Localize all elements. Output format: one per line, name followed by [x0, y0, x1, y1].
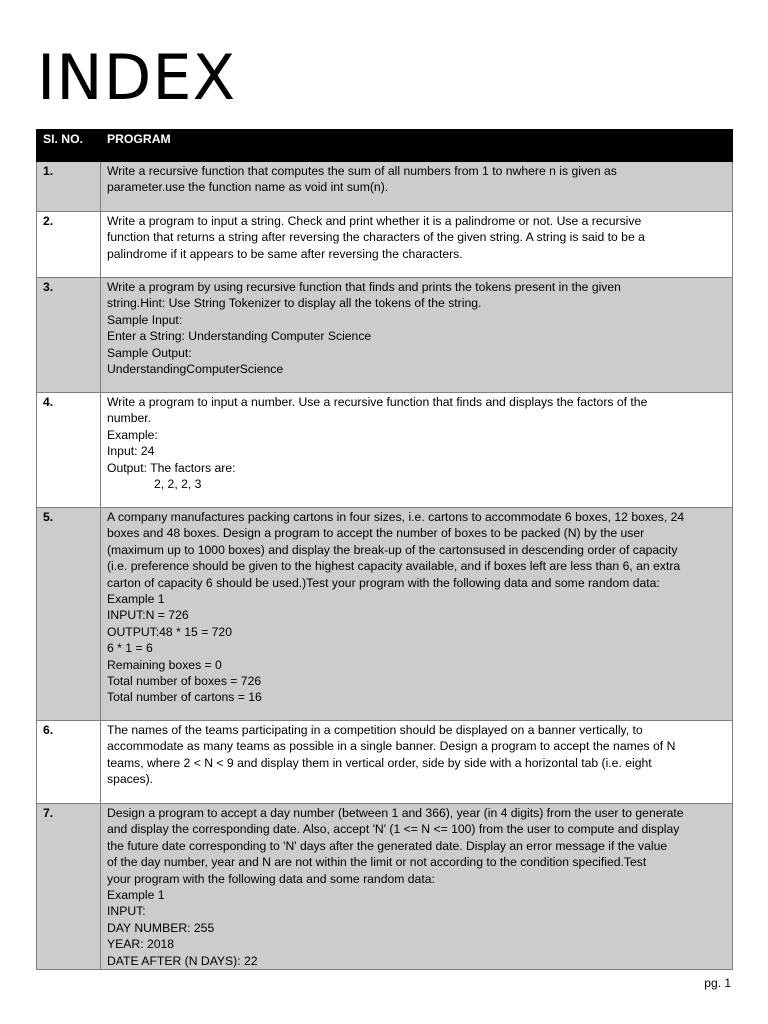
text-line: Output: The factors are: — [107, 460, 236, 475]
table-row — [37, 162, 733, 212]
text-line: Write a program by using recursive function that finds and prints the tokens present in the given — [107, 280, 621, 294]
text-line: 2, 2, 2, 3 — [154, 477, 202, 492]
text-line: (i.e. preference should be given to the highest capacity available, and if boxes left are less than 6, an extra — [107, 559, 681, 574]
text-line: 6 * 1 = 6 — [107, 641, 153, 656]
text-line: Remaining boxes = 0 — [107, 657, 222, 672]
serial-number: 5. — [37, 508, 101, 721]
text-line: teams, where 2 < N < 9 and display them in vertical order, side by side with a horizontal tab (i.e. eight — [107, 755, 652, 770]
text-line: and display the corresponding date. Also, accept 'N' (1 <= N <= 100) from the user to compute and display — [107, 822, 680, 837]
table-row — [37, 393, 733, 508]
text-line: Input: 24 — [107, 444, 155, 459]
text-line: Total number of boxes = 726 — [107, 674, 262, 689]
table-row — [37, 804, 733, 970]
text-line: The names of the teams participating in a competition should be displayed on a banner vertically, to — [107, 723, 643, 737]
program-description — [101, 393, 733, 508]
text-line: UnderstandingComputerScience — [107, 362, 284, 377]
text-line: A company manufactures packing cartons in four sizes, i.e. cartons to accommodate 6 boxes, 12 boxes, 24 — [107, 510, 685, 524]
program-description — [101, 278, 733, 393]
program-description — [101, 212, 733, 278]
text-line: Sample Input: — [107, 312, 183, 327]
text-line: YEAR: 2018 — [107, 937, 175, 952]
serial-number: 4. — [37, 393, 101, 508]
page-number: pg. 1 — [704, 976, 731, 990]
index-table — [36, 129, 733, 970]
text-line: INPUT:N = 726 — [107, 608, 189, 623]
text-line: Example: — [107, 427, 158, 442]
column-header-serial-no: SI. NO. — [37, 130, 101, 162]
serial-number: 3. — [37, 278, 101, 393]
text-line: Write a program to input a number. Use a recursive function that finds and displays the factors of the — [107, 395, 648, 409]
table-row — [37, 508, 733, 721]
program-description — [101, 721, 733, 804]
text-line: Write a recursive function that computes the sum of all numbers from 1 to nwhere n is given as — [107, 164, 617, 178]
text-line: parameter.use the function name as void int sum(n). — [107, 180, 389, 195]
text-line: Example 1 — [107, 888, 165, 903]
text-line: Write a program to input a string. Check and print whether it is a palindrome or not. Use a recursive — [107, 214, 642, 228]
text-line: the future date corresponding to 'N' days after the generated date. Display an error message if the value — [107, 838, 668, 853]
text-line: number. — [107, 411, 152, 426]
text-line: Enter a String: Understanding Computer Science — [107, 329, 372, 344]
serial-number: 7. — [37, 804, 101, 970]
text-line: (maximum up to 1000 boxes) and display the break-up of the cartonsused in descending order of capacity — [107, 542, 678, 557]
program-description — [101, 162, 733, 212]
text-line: spaces). — [107, 772, 154, 787]
column-header-program: PROGRAM — [101, 130, 733, 162]
text-line: Total number of cartons = 16 — [107, 690, 262, 705]
page-title: INDEX — [37, 41, 237, 114]
text-line: INPUT: — [107, 904, 146, 919]
text-line: boxes and 48 boxes. Design a program to accept the number of boxes to be packed (N) by the user — [107, 526, 645, 541]
table-row — [37, 721, 733, 804]
text-line: palindrome if it appears to be same after reversing the characters. — [107, 246, 463, 261]
text-line: accommodate as many teams as possible in a single banner. Design a program to accept the names of N — [107, 739, 676, 754]
program-description — [101, 804, 733, 970]
table-row — [37, 212, 733, 278]
text-line: Design a program to accept a day number (between 1 and 366), year (in 4 digits) from the user to generate — [107, 806, 684, 820]
text-line: Example 1 — [107, 592, 165, 607]
serial-number: 1. — [37, 162, 101, 212]
text-line: function that returns a string after reversing the characters of the given string. A string is said to be a — [107, 230, 645, 245]
serial-number: 6. — [37, 721, 101, 804]
program-description — [101, 508, 733, 721]
text-line: DATE AFTER (N DAYS): 22 — [107, 953, 258, 968]
text-line: carton of capacity 6 should be used.)Test your program with the following data and some random data: — [107, 575, 660, 590]
text-line: of the day number, year and N are not within the limit or not according to the condition specified.Test — [107, 855, 647, 870]
text-line: DAY NUMBER: 255 — [107, 920, 215, 935]
serial-number: 2. — [37, 212, 101, 278]
table-row — [37, 278, 733, 393]
text-line: OUTPUT:48 * 15 = 720 — [107, 624, 232, 639]
text-line: string.Hint: Use String Tokenizer to display all the tokens of the string. — [107, 296, 482, 311]
table-header-row — [37, 130, 733, 162]
text-line: Sample Output: — [107, 345, 192, 360]
text-line: your program with the following data and some random data: — [107, 871, 435, 886]
